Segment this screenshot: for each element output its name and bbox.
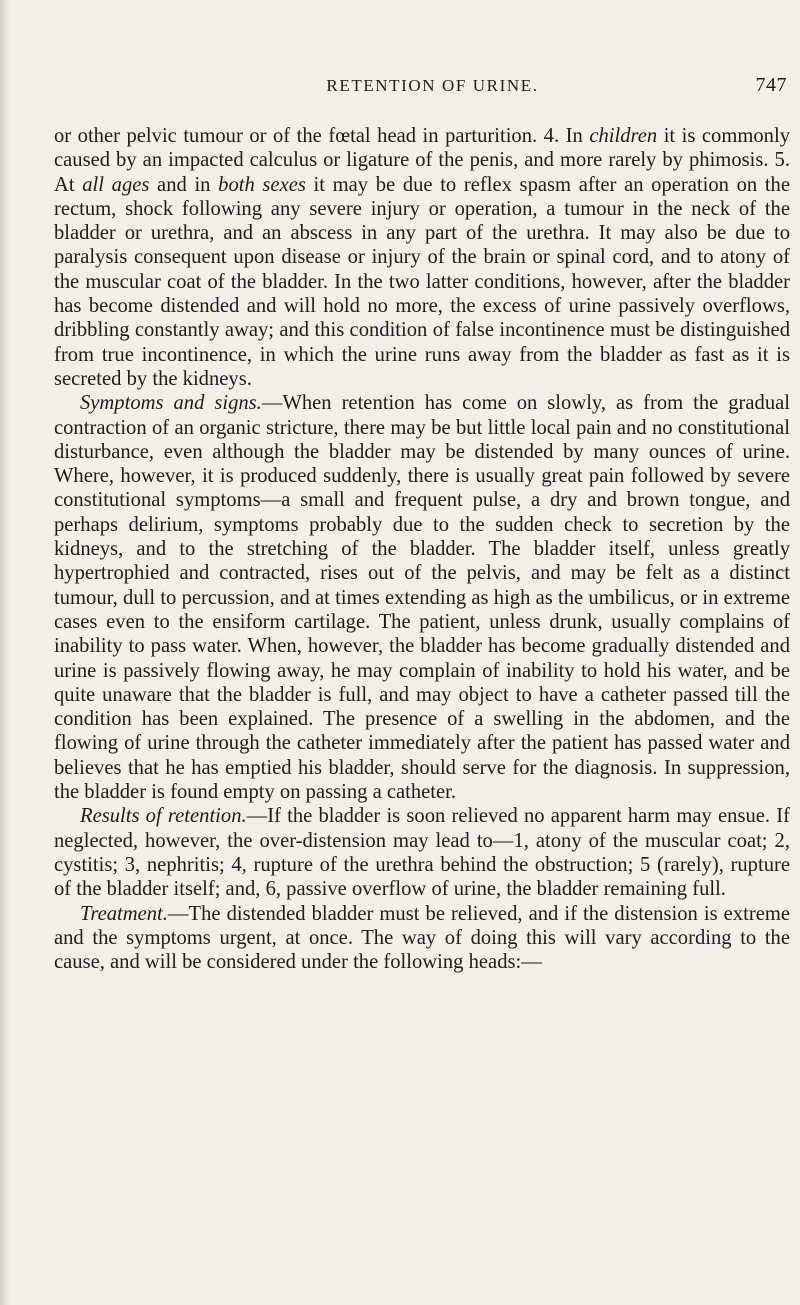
running-head: RETENTION OF URINE. bbox=[326, 76, 539, 95]
page-header bbox=[42, 76, 787, 104]
text-run: it may be due to reflex spasm after an operation on the rectum, shock following any severe injury or operation, a tumour in the neck of the bladder or urethra, and an abscess in any part of the urethra. It may also be due to paralysis consequent upon disease or injury of the brain or spinal cord, and to atony of the muscular coat of the bladder. In the two latter conditions, however, after the bladder has become distended and will hold no more, the excess of urine passively overflows, dribbling constantly away; and this condition of false incontinence must be distinguished from true incontinence, in which the urine runs away from the bladder as fast as it is secreted by the kidneys. bbox=[54, 173, 790, 390]
emphasis-both-sexes: both sexes bbox=[218, 173, 306, 196]
paragraph-causes-continued bbox=[54, 124, 790, 391]
section-heading-treatment: Treatment. bbox=[80, 902, 168, 925]
text-run: —When retention has come on slowly, as from the gradual contraction of an organic stricture, there may be but little local pain and no constitutional disturbance, even although the bladder may be distended by many ounces of urine. Where, however, it is produced suddenly, there is usually great pain followed by severe constitutional symptoms—a small and frequent pulse, a dry and brown tongue, and perhaps delirium, symptoms probably due to the sudden check to secretion by the kidneys, and to the stretching of the bladder. The bladder itself, unless greatly hypertrophied and contracted, rises out of the pelvis, and may be felt as a distinct tumour, dull to percussion, and at times extending as high as the umbilicus, or in extreme cases even to the ensiform cartilage. The patient, unless drunk, usually complains of inability to pass water. When, however, the bladder has become gradually distended and urine is passively flowing away, he may complain of inability to hold his water, and be quite unaware that the bladder is full, and may object to have a catheter passed till the condition has been explained. The presence of a swelling in the abdomen, and the flowing of urine through the catheter immediately after the patient has passed water and believes that he has emptied his bladder, should serve for the diagnosis. In suppression, the bladder is found empty on passing a catheter. bbox=[54, 392, 790, 804]
page-gutter-shadow bbox=[0, 0, 10, 1305]
paragraph-treatment bbox=[54, 902, 790, 975]
text-run: or other pelvic tumour or of the fœtal head in parturition. 4. In bbox=[54, 125, 590, 147]
paragraph-results bbox=[54, 804, 790, 901]
text-run: and in bbox=[149, 173, 219, 196]
text-run: —The distended bladder must be relieved, and if the distension is extreme and the symptoms urgent, at once. The way of doing this will vary according to the cause, and will be considered under the following heads:— bbox=[54, 902, 790, 974]
text-run: it is commonly caused by an impacted calculus or ligature of the penis, and more rarely by phimosis. 5. At bbox=[54, 125, 790, 196]
emphasis-all-ages: all ages bbox=[82, 173, 150, 196]
section-heading-symptoms: Symptoms and signs. bbox=[80, 392, 262, 415]
page-number: 747 bbox=[755, 74, 787, 96]
emphasis-children: children bbox=[589, 125, 658, 147]
paragraph-symptoms bbox=[54, 391, 790, 804]
body-text bbox=[54, 124, 790, 974]
section-heading-results: Results of retention. bbox=[80, 805, 247, 828]
text-run: —If the bladder is soon relieved no apparent harm may ensue. If neglected, however, the over-distension may lead to—1, atony of the muscular coat; 2, cystitis; 3, nephritis; 4, rupture of the urethra behind the obstruction; 5 (rarely), rupture of the bladder itself; and, 6, passive overflow of urine, the bladder remaining full. bbox=[54, 805, 790, 901]
